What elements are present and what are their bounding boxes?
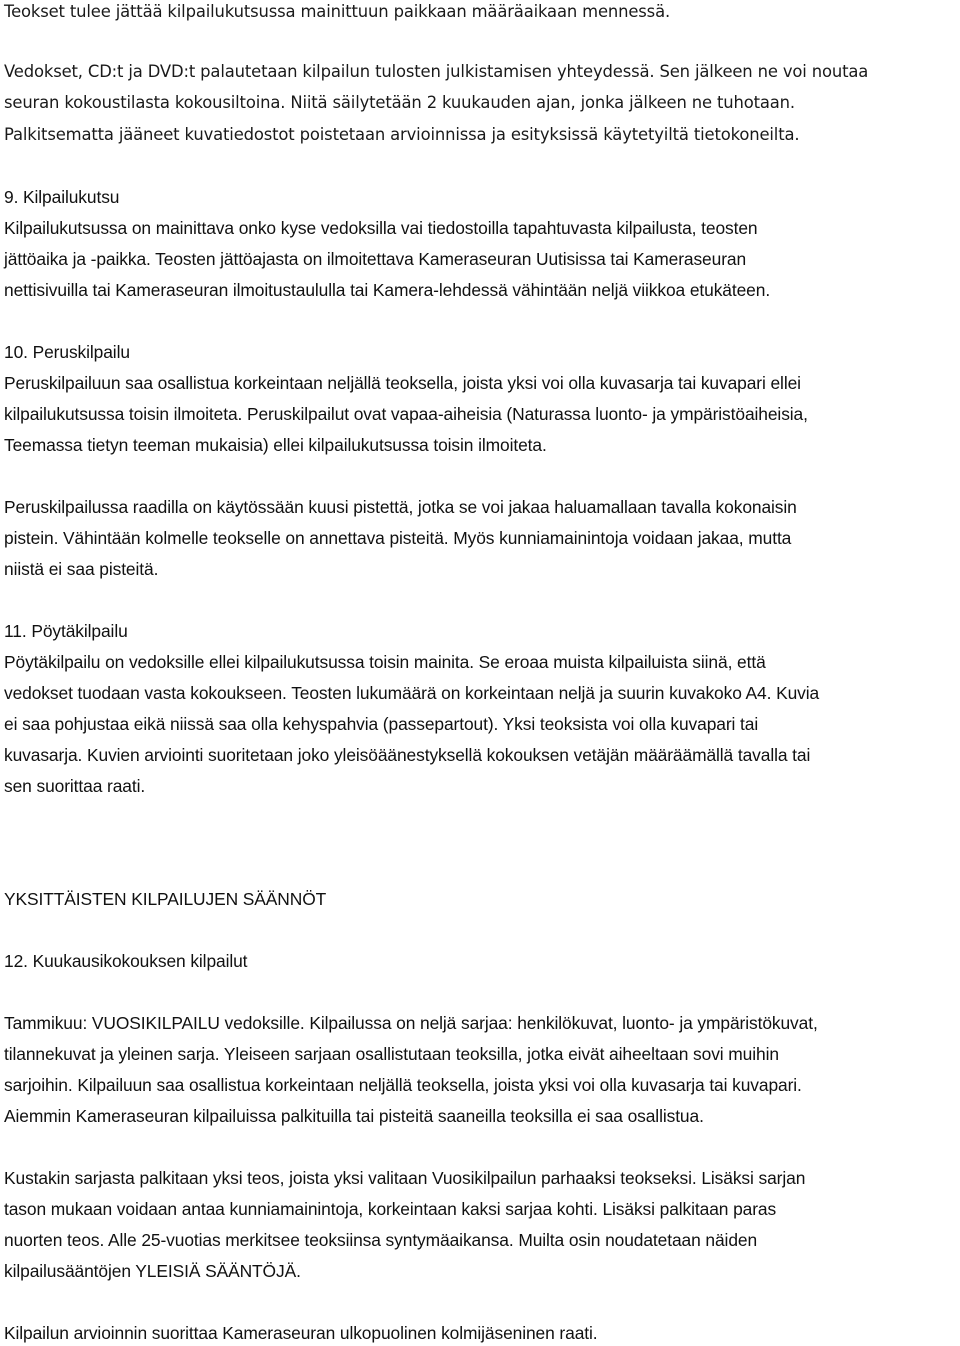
- text-line: Vedokset, CD:t ja DVD:t palautetaan kilpailun tulosten julkistamisen yhteydessä. Sen jälkeen ne voi noutaa: [4, 62, 869, 81]
- section-heading: 9. Kilpailukutsu: [4, 187, 120, 207]
- text-line: Kilpailukutsussa on mainittava onko kyse vedoksilla vai tiedostoilla tapahtuvasta kilpailusta, teosten: [4, 218, 758, 238]
- text-line: nettisivuilla tai Kameraseuran ilmoitustaululla tai Kamera-lehdessä vähintään neljä viikkoa etukäteen.: [4, 280, 771, 300]
- section-heading: 10. Peruskilpailu: [4, 342, 130, 362]
- text-line: kilpailusääntöjen YLEISIÄ SÄÄNTÖJÄ.: [4, 1261, 301, 1281]
- text-line: Pöytäkilpailu on vedoksille ellei kilpailukutsussa toisin mainita. Se eroaa muista kilpailuista siinä, että: [4, 652, 766, 672]
- text-line: Kilpailun arvioinnin suorittaa Kameraseuran ulkopuolinen kolmijäseninen raati.: [4, 1323, 598, 1343]
- text-line: kilpailukutsussa toisin ilmoiteta. Peruskilpailut ovat vapaa-aiheisia (Naturassa luonto- ja ympäristöaiheisia,: [4, 404, 808, 424]
- section-heading: 12. Kuukausikokouksen kilpailut: [4, 951, 248, 971]
- text-line: Teokset tulee jättää kilpailukutsussa mainittuun paikkaan määräaikaan mennessä.: [4, 2, 671, 21]
- text-line: Teemassa tietyn teeman mukaisia) ellei kilpailukutsussa toisin ilmoiteta.: [4, 435, 547, 455]
- text-line: pistein. Vähintään kolmelle teokselle on annettava pisteitä. Myös kunniamainintoja voidaan jakaa, mutta: [4, 528, 792, 548]
- text-line: sarjoihin. Kilpailuun saa osallistua korkeintaan neljällä teoksella, joista yksi voi olla kuvasarja tai kuvapari.: [4, 1075, 802, 1095]
- text-line: ei saa pohjustaa eikä niissä saa olla kehyspahvia (passepartout). Yksi teoksista voi olla kuvapari tai: [4, 714, 759, 734]
- text-line: seuran kokoustilasta kokousiltoina. Niitä säilytetään 2 kuukauden ajan, jonka jälkeen ne tuhotaan.: [4, 93, 795, 112]
- text-line: Aiemmin Kameraseuran kilpailuissa palkituilla tai pisteitä saaneilla teoksilla ei saa osallistua.: [4, 1106, 704, 1126]
- text-line: tilannekuvat ja yleinen sarja. Yleiseen sarjaan osallistutaan teoksilla, jotka eivät aiheeltaan sovi muihin: [4, 1044, 779, 1064]
- section-heading: 11. Pöytäkilpailu: [4, 621, 128, 641]
- text-line: niistä ei saa pisteitä.: [4, 559, 159, 579]
- text-line: Kustakin sarjasta palkitaan yksi teos, joista yksi valitaan Vuosikilpailun parhaaksi teokseksi. Lisäksi sarjan: [4, 1168, 806, 1188]
- text-line: Palkitsematta jääneet kuvatiedostot poistetaan arvioinnissa ja esityksissä käytetyiltä tietokoneilta.: [4, 125, 800, 144]
- text-line: vedokset tuodaan vasta kokoukseen. Teosten lukumäärä on korkeintaan neljä ja suurin kuvakoko A4. Kuvia: [4, 683, 820, 703]
- text-line: sen suorittaa raati.: [4, 776, 146, 796]
- text-line: kuvasarja. Kuvien arviointi suoritetaan joko yleisöäänestyksellä kokouksen vetäjän määräämällä tavalla tai: [4, 745, 811, 765]
- text-line: nuorten teos. Alle 25-vuotias merkitsee teoksiinsa syntymäaikansa. Muilta osin noudatetaan näiden: [4, 1230, 758, 1250]
- text-line: jättöaika ja -paikka. Teosten jättöajasta on ilmoitettava Kameraseuran Uutisissa tai Kameraseuran: [4, 249, 747, 269]
- text-line: tason mukaan voidaan antaa kunniamainintoja, korkeintaan kaksi sarjaa kohti. Lisäksi palkitaan paras: [4, 1199, 777, 1219]
- chapter-heading: YKSITTÄISTEN KILPAILUJEN SÄÄNNÖT: [4, 889, 327, 909]
- text-line: Peruskilpailuun saa osallistua korkeintaan neljällä teoksella, joista yksi voi olla kuvasarja tai kuvapari ellei: [4, 373, 801, 393]
- text-line: Peruskilpailussa raadilla on käytössään kuusi pistettä, jotka se voi jakaa haluamallaan tavalla kokonaisin: [4, 497, 797, 517]
- text-line: Tammikuu: VUOSIKILPAILU vedoksille. Kilpailussa on neljä sarjaa: henkilökuvat, luonto- ja ympäristökuvat,: [4, 1013, 818, 1033]
